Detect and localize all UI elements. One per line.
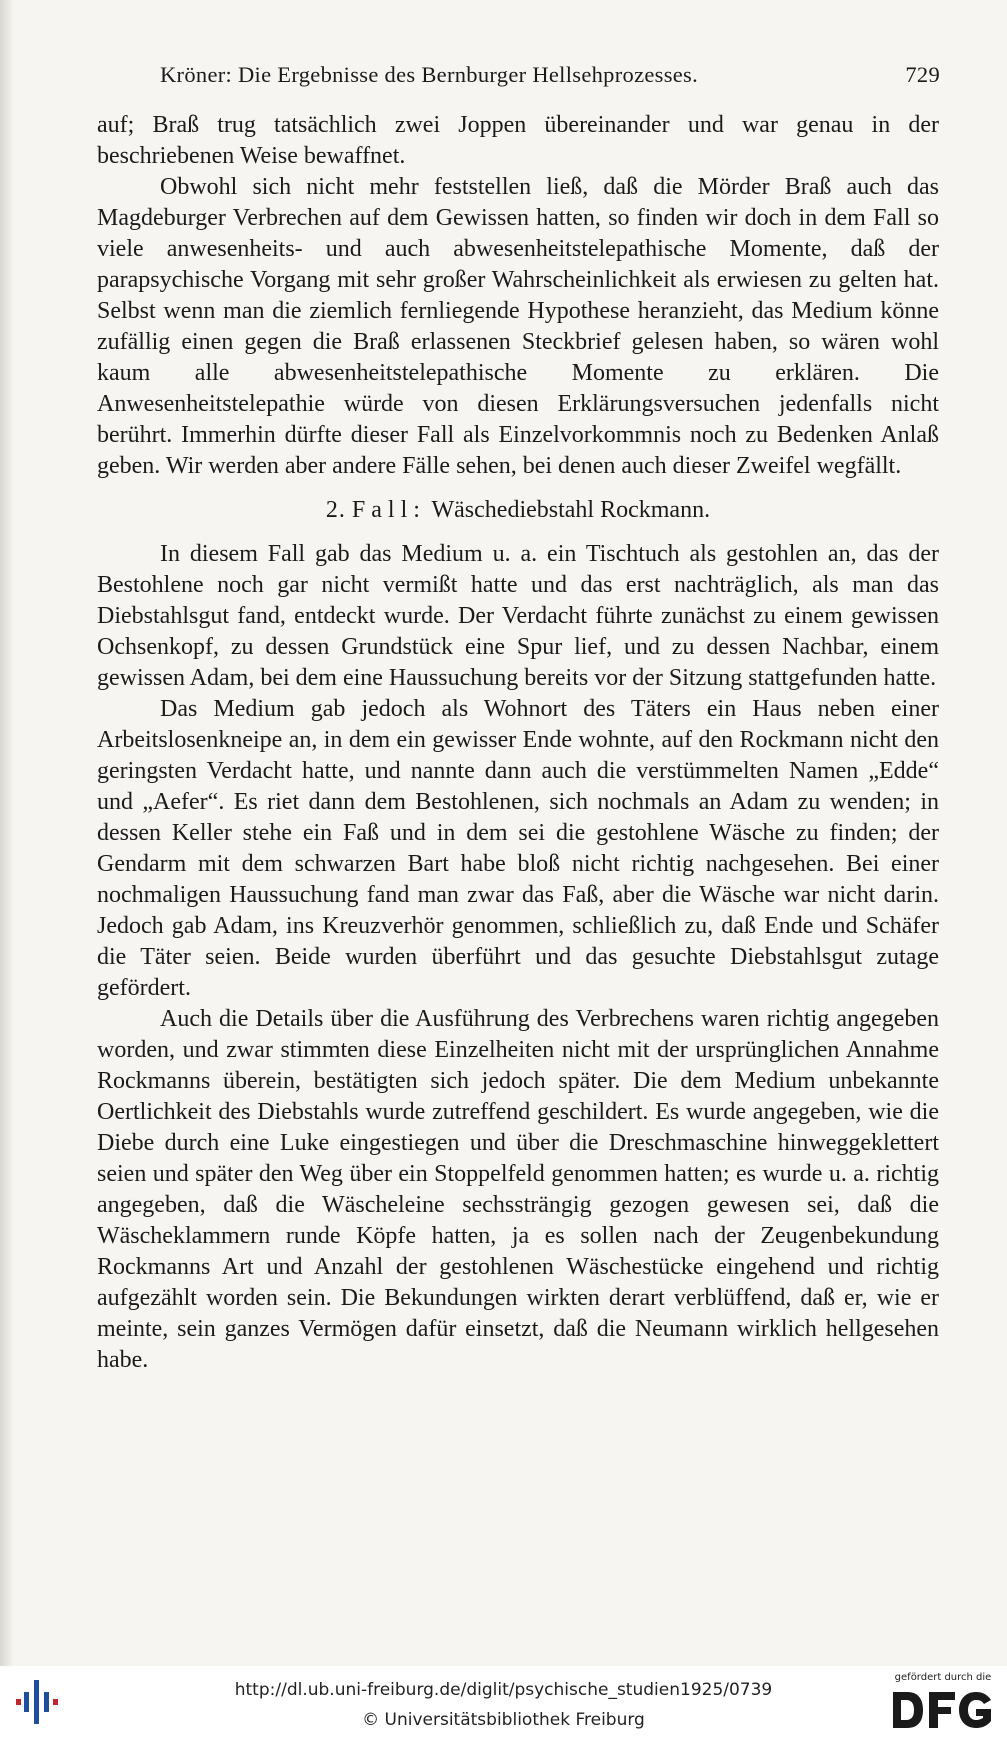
paragraph-4: Das Medium gab jedoch als Wohnort des Täters ein Haus neben einer Arbeitslosenkneipe an, in dem ein gewisser Ende wohnte, auf den Rockmann nicht den geringsten Verdacht hatte, und nannte dann auch die verstümmelten Namen „Edde“ und „Aefer“. Es riet dann dem Bestohlenen, sich nochmals an Adam zu wenden; in dessen Keller stehe ein Faß und in dem sei die gestohlene Wäsche zu finden; der Gendarm mit dem schwarzen Bart habe bloß nicht richtig nachgesehen. Bei einer nochmaligen Haussuchung fand man zwar das Faß, aber die Wäsche war nicht darin. Jedoch gab Adam, ins Kreuzverhör genommen, schließlich zu, daß Ende und Schäfer die Täter seien. Beide wurden überführt und das gesuchte Diebstahlsgut zutage gefördert. [97,696,939,1001]
section-heading [97,495,939,526]
dfg-logo-icon [891,1688,995,1732]
section-title: Wäschediebstahl Rockmann. [431,497,711,523]
body-text [97,110,939,1376]
dfg-caption: gefördert durch die [894,1672,992,1683]
running-head-title: Kröner: Die Ergebnisse des Bernburger Hellsehprozesses. [160,62,699,87]
section-number: 2. [325,497,346,523]
page-number: 729 [905,62,940,87]
paragraph-2: Obwohl sich nicht mehr feststellen ließ, daß die Mörder Braß auch das Magdeburger Verbrechen auf dem Gewissen hatten, so finden wir doch in dem Fall so viele anwesenheits- und auch abwesenheitstelepathische Momente, daß der parapsychische Vorgang mit sehr großer Wahrscheinlichkeit als erwiesen zu gelten hat. Selbst wenn man die ziemlich fernliegende Hypothese heranzieht, das Medium könne zufällig einen gegen die Braß erlassenen Steckbrief gelesen haben, so wären wohl kaum alle abwesenheitstelepathische Momente zu erklären. Die Anwesenheitstelepathie würde von diesen Erklärungsversuchen jedenfalls nicht berührt. Immerhin dürfte dieser Fall als Einzelvorkommnis noch zu Bedenken Anlaß geben. Wir werden aber andere Fälle sehen, bei denen auch dieser Zweifel wegfällt. [97,174,939,479]
dfg-funding-logo [887,1672,999,1734]
section-label: Fall: [351,497,426,523]
viewer-footer [0,1666,1007,1738]
paragraph-5: Auch die Details über die Ausführung des Verbrechens waren richtig angegeben worden, und zwar stimmten diese Einzelheiten nicht mit der ursprünglichen Annahme Rockmanns überein, bestätigten sich jedoch später. Die dem Medium unbekannte Oertlichkeit des Diebstahls wurde zutreffend geschildert. Es wurde angegeben, wie die Diebe durch eine Luke eingestiegen und über die Dreschmaschine hinweggeklettert seien und später den Weg über ein Stoppelfeld genommen hatten; es wurde u. a. richtig angegeben, daß die Wäscheleine sechssträngig gezogen gewesen sei, daß die Wäscheklammern runde Köpfe hatten, ja es sollen nach der Zeugenbekundung Rockmanns Art und Anzahl der gestohlenen Wäschestücke eingehend und richtig aufgezählt worden sein. Die Bekundungen wirkten derart verblüffend, daß er, wie er meinte, sein ganzes Vermögen dafür einsetzt, daß die Neumann wirklich hellgesehen habe. [97,1006,939,1373]
source-url-link[interactable]: http://dl.ub.uni-freiburg.de/diglit/psychische_studien1925/0739 [234,1680,773,1700]
copyright-notice: © Universitätsbibliothek Freiburg [362,1710,645,1730]
page-edge-shadow [0,0,14,1666]
paragraph-3: In diesem Fall gab das Medium u. a. ein Tischtuch als gestohlen an, das der Bestohlene noch gar nicht vermißt hatte und das erst nachträglich, als man das Diebstahlsgut fand, entdeckt wurde. Der Verdacht führte zunächst zu einem gewissen Ochsenkopf, zu dessen Grundstück eine Spur lief, und zu dessen Nachbar, einem gewissen Adam, bei dem eine Haussuchung bereits vor der Sitzung stattgefunden hatte. [97,541,939,691]
paragraph-1: auf; Braß trug tatsächlich zwei Joppen übereinander und war genau in der beschriebenen Weise bewaffnet. [97,112,939,169]
